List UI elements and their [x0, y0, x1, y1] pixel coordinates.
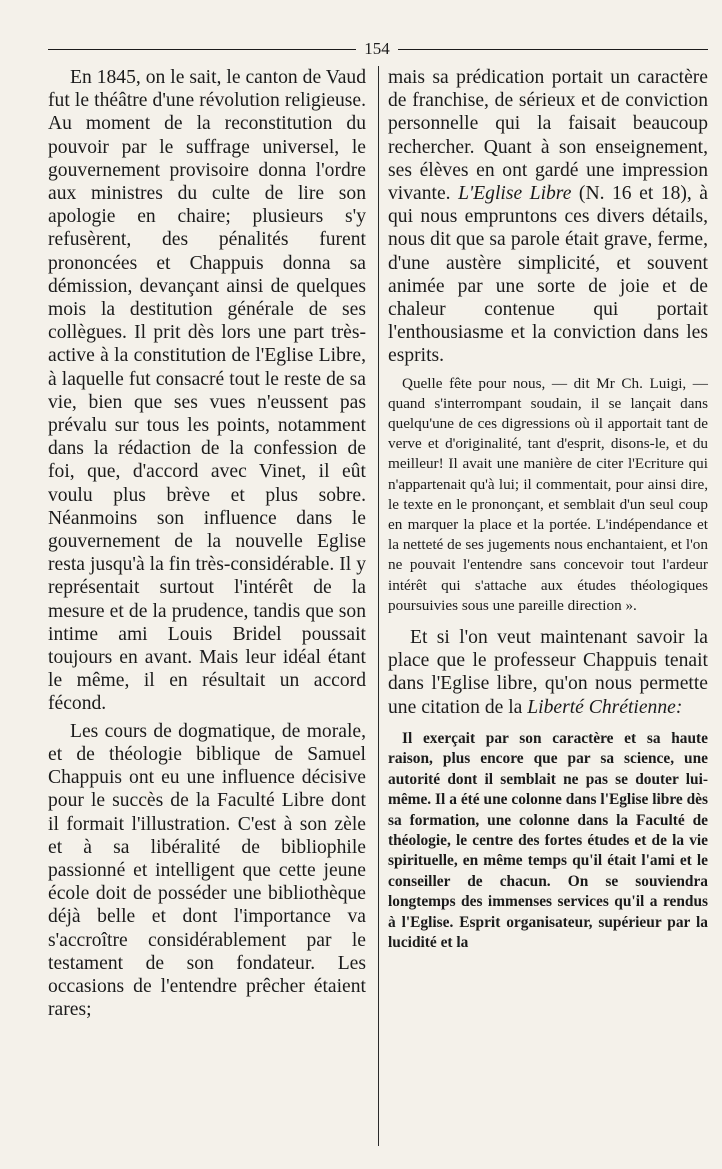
right-paragraph-2-text: Et si l'on veut maintenant savoir la place que le professeur Chappuis tenait dans l'Eglise libre, qu'on nous permette une citation de la — [388, 627, 708, 718]
header-rule-left — [48, 49, 356, 50]
column-divider — [378, 66, 379, 1146]
page-header — [48, 38, 708, 60]
header-rule-right — [398, 49, 708, 50]
quote-liberte-chretienne — [388, 729, 708, 953]
left-paragraph-1: En 1845, on le sait, le canton de Vaud fut le théâtre d'une révolution religieuse. Au moment de la reconstitution du pouvoir par le suffrage universel, le gouvernement provisoire donna l'ordre aux ministres du culte de lire son apologie en chaire; plusieurs s'y refusèrent, des pénalités furent prononcées et Chappuis donna sa démission, devançant ainsi de quelques mois la destitution générale de ses collègues. Il prit dès lors une part très-active à la constitution de l'Eglise Libre, à laquelle fut consacré tout le reste de sa vie, bien que ses vues n'eussent pas prévalu sur tous les points, notamment dans la rédaction de la confession de foi, que, d'accord avec Vinet, il eût voulu plus brève et plus sobre. Néanmoins son influence dans le gouvernement de la nouvelle Eglise resta jusqu'à la fin très-considérable. Il y représentait surtout l'intérêt de la mesure et de la prudence, tandis que son intime ami Louis Bridel poussait toujours en avant. Mais leur idéal étant le même, il en résultait un accord fécond. — [48, 67, 366, 715]
left-column — [48, 66, 366, 1021]
right-paragraph-1 — [388, 66, 708, 368]
page-number: 154 — [364, 39, 390, 58]
right-paragraph-1-text-b: (N. 16 et 18), à qui nous empruntons ces divers détails, nous dit que sa parole était grave, ferme, d'une austère simplicité, et souvent animée par une sorte de joie et de chaleur contenue qui portait l'enthousiasme et la conviction dans les esprits. — [388, 183, 708, 367]
quote-luigi — [388, 374, 708, 616]
journal-title-eglise-libre: L'Eglise Libre — [458, 183, 572, 205]
journal-title-liberte-chretienne: Liberté Chrétienne: — [527, 696, 683, 718]
right-paragraph-2 — [388, 626, 708, 719]
right-paragraph-1-text-a: mais sa prédication portait un caractère de franchise, de sérieux et de conviction personnelle qui la faisait beaucoup rechercher. Quant à son enseignement, ses élèves en ont gardé une impression vivante. — [388, 67, 708, 205]
quote-liberte-chretienne-text: Il exerçait par son caractère et sa haute raison, plus encore que par sa science, une autorité dont il semblait ne pas se douter lui-même. Il a été une colonne dans l'Eglise libre dès sa formation, une colonne dans la Faculté de théologie, le centre des fortes études et de la vie spirituelle, en même temps qu'il était l'ami et le conseiller de chacun. On se souviendra longtemps des immenses services qu'il a rendus à l'Eglise. Esprit organisateur, supérieur par la lucidité et la — [388, 729, 708, 951]
left-paragraph-2: Les cours de dogmatique, de morale, et de théologie biblique de Samuel Chappuis ont eu une influence décisive pour le succès de la Faculté Libre dont il formait l'illustration. C'est à son zèle et à sa libéralité de bibliophile passionné et intelligent que cette jeune école doit de posséder une bibliothèque déjà belle et dont l'importance va s'accroître considérablement par le testament de son fondateur. Les occasions de l'entendre prêcher étaient rares; — [48, 720, 366, 1021]
quote-luigi-text: Quelle fête pour nous, — dit Mr Ch. Luigi, — quand s'interrompant soudain, il se lançait dans quelqu'une de ces digressions où il apportait tant de verve et d'originalité, tant d'esprit, disons-le, et du meilleur! Il avait une manière de citer l'Ecriture qui n'appartenait qu'à lui; il commentait, pour ainsi dire, le texte en le prononçant, et semblait d'un seul coup en marquer la place et la portée. L'indépendance et la netteté de ses jugements nous enchantaient, et l'on ne pouvait l'entendre sans concevoir tout l'ardeur intérêt qui s'attache aux études théologiques poursuivies sous une pareille direction ». — [388, 374, 708, 614]
right-column — [388, 66, 708, 953]
